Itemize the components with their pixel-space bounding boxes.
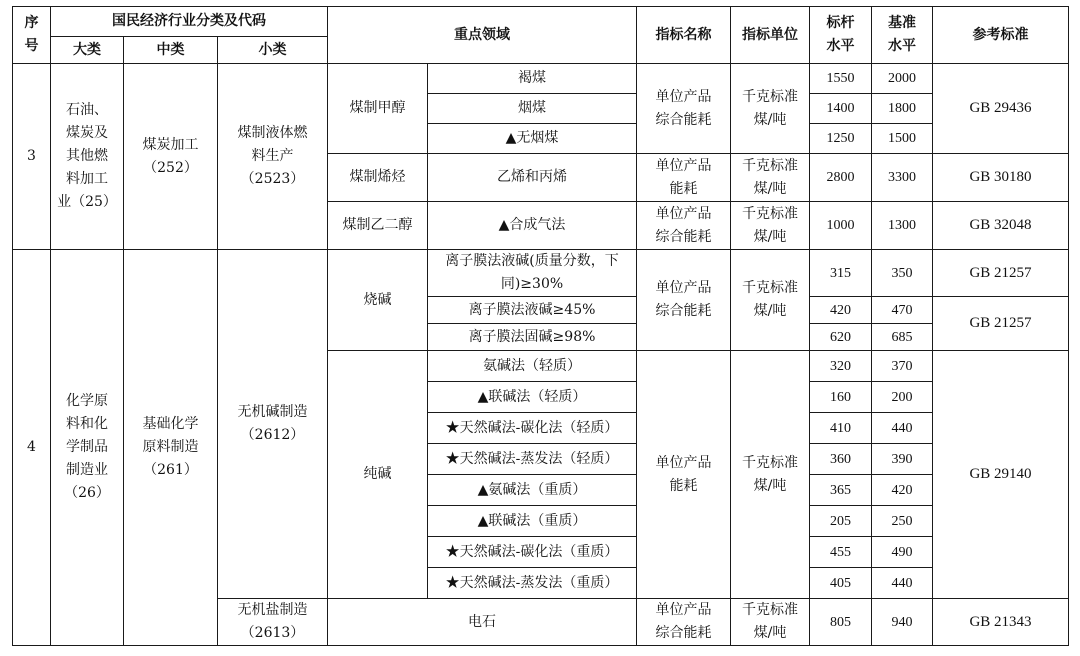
- benchmark-value: 1250: [810, 124, 872, 154]
- medium-category: 煤炭加工 （252）: [124, 64, 218, 250]
- indicator-name: 单位产品 综合能耗: [637, 202, 731, 250]
- header-row-1: [13, 7, 1069, 37]
- baseline-value: 940: [872, 599, 933, 646]
- header-seq: 序 号: [13, 7, 51, 64]
- benchmark-value: 405: [810, 568, 872, 599]
- indicator-name: 单位产品 综合能耗: [637, 599, 731, 646]
- table-row: [13, 64, 1069, 94]
- sub-field: ★天然碱法-蒸发法（轻质）: [428, 444, 637, 475]
- indicator-unit: 千克标准 煤/吨: [731, 64, 810, 154]
- baseline-value: 350: [872, 250, 933, 297]
- baseline-value: 490: [872, 537, 933, 568]
- benchmark-value: 315: [810, 250, 872, 297]
- header-indicator-unit: 指标单位: [731, 7, 810, 64]
- sub-field: ▲合成气法: [428, 202, 637, 250]
- sub-field: ▲氨碱法（重质）: [428, 475, 637, 506]
- table-row: [13, 250, 1069, 297]
- baseline-value: 370: [872, 351, 933, 382]
- sub-field: ★天然碱法-蒸发法（重质）: [428, 568, 637, 599]
- indicator-name: 单位产品 综合能耗: [637, 250, 731, 351]
- benchmark-value: 205: [810, 506, 872, 537]
- header-reference: 参考标准: [933, 7, 1069, 64]
- baseline-value: 200: [872, 382, 933, 413]
- benchmark-value: 2800: [810, 154, 872, 202]
- row-number: 4: [13, 250, 51, 646]
- reference-standard: GB 30180: [933, 154, 1069, 202]
- sub-field: 乙烯和丙烯: [428, 154, 637, 202]
- sub-field: ▲联碱法（重质）: [428, 506, 637, 537]
- energy-benchmark-table: [12, 6, 1069, 646]
- indicator-unit: 千克标准 煤/吨: [731, 202, 810, 250]
- key-field: 煤制烯烃: [328, 154, 428, 202]
- benchmark-value: 805: [810, 599, 872, 646]
- sub-field: ▲联碱法（轻质）: [428, 382, 637, 413]
- baseline-value: 420: [872, 475, 933, 506]
- benchmark-value: 320: [810, 351, 872, 382]
- baseline-value: 3300: [872, 154, 933, 202]
- header-industry-group: 国民经济行业分类及代码: [51, 7, 328, 37]
- baseline-value: 685: [872, 324, 933, 351]
- indicator-unit: 千克标准 煤/吨: [731, 599, 810, 646]
- reference-standard: GB 29140: [933, 351, 1069, 599]
- reference-standard: GB 21343: [933, 599, 1069, 646]
- baseline-value: 1500: [872, 124, 933, 154]
- major-category: 石油、 煤炭及 其他燃 料加工 业（25）: [51, 64, 124, 250]
- header-minor: 小类: [218, 37, 328, 64]
- header-baseline: 基准 水平: [872, 7, 933, 64]
- baseline-value: 390: [872, 444, 933, 475]
- baseline-value: 1300: [872, 202, 933, 250]
- row-number: 3: [13, 64, 51, 250]
- reference-standard: GB 21257: [933, 297, 1069, 351]
- minor-category: 煤制液体燃 料生产 （2523）: [218, 64, 328, 250]
- baseline-value: 440: [872, 568, 933, 599]
- minor-category: 无机碱制造 （2612）: [218, 250, 328, 599]
- key-field: 煤制乙二醇: [328, 202, 428, 250]
- indicator-unit: 千克标准 煤/吨: [731, 154, 810, 202]
- benchmark-value: 410: [810, 413, 872, 444]
- sub-field: ▲无烟煤: [428, 124, 637, 154]
- baseline-value: 250: [872, 506, 933, 537]
- sub-field: ★天然碱法-碳化法（重质）: [428, 537, 637, 568]
- major-category: 化学原 料和化 学制品 制造业 （26）: [51, 250, 124, 646]
- key-field: 电石: [328, 599, 637, 646]
- sub-field: ★天然碱法-碳化法（轻质）: [428, 413, 637, 444]
- sub-field: 烟煤: [428, 94, 637, 124]
- sub-field: 氨碱法（轻质）: [428, 351, 637, 382]
- key-field: 纯碱: [328, 351, 428, 599]
- indicator-unit: 千克标准 煤/吨: [731, 250, 810, 351]
- medium-category: 基础化学 原料制造 （261）: [124, 250, 218, 646]
- header-indicator-name: 指标名称: [637, 7, 731, 64]
- indicator-name: 单位产品 能耗: [637, 154, 731, 202]
- sub-field: 离子膜法液碱≥45%: [428, 297, 637, 324]
- sub-field: 褐煤: [428, 64, 637, 94]
- benchmark-value: 1550: [810, 64, 872, 94]
- header-benchmark: 标杆 水平: [810, 7, 872, 64]
- sub-field: 离子膜法液碱(质量分数，下 同)≥30%: [428, 250, 637, 297]
- benchmark-value: 455: [810, 537, 872, 568]
- baseline-value: 470: [872, 297, 933, 324]
- key-field: 烧碱: [328, 250, 428, 351]
- minor-category: 无机盐制造 （2613）: [218, 599, 328, 646]
- benchmark-value: 1000: [810, 202, 872, 250]
- benchmark-value: 360: [810, 444, 872, 475]
- baseline-value: 2000: [872, 64, 933, 94]
- reference-standard: GB 32048: [933, 202, 1069, 250]
- baseline-value: 1800: [872, 94, 933, 124]
- header-medium: 中类: [124, 37, 218, 64]
- indicator-name: 单位产品 综合能耗: [637, 64, 731, 154]
- baseline-value: 440: [872, 413, 933, 444]
- reference-standard: GB 29436: [933, 64, 1069, 154]
- sub-field: 离子膜法固碱≥98%: [428, 324, 637, 351]
- header-major: 大类: [51, 37, 124, 64]
- indicator-name: 单位产品 能耗: [637, 351, 731, 599]
- indicator-unit: 千克标准 煤/吨: [731, 351, 810, 599]
- benchmark-value: 160: [810, 382, 872, 413]
- benchmark-value: 365: [810, 475, 872, 506]
- benchmark-value: 1400: [810, 94, 872, 124]
- key-field: 煤制甲醇: [328, 64, 428, 154]
- benchmark-value: 420: [810, 297, 872, 324]
- reference-standard: GB 21257: [933, 250, 1069, 297]
- header-key-field: 重点领域: [328, 7, 637, 64]
- benchmark-value: 620: [810, 324, 872, 351]
